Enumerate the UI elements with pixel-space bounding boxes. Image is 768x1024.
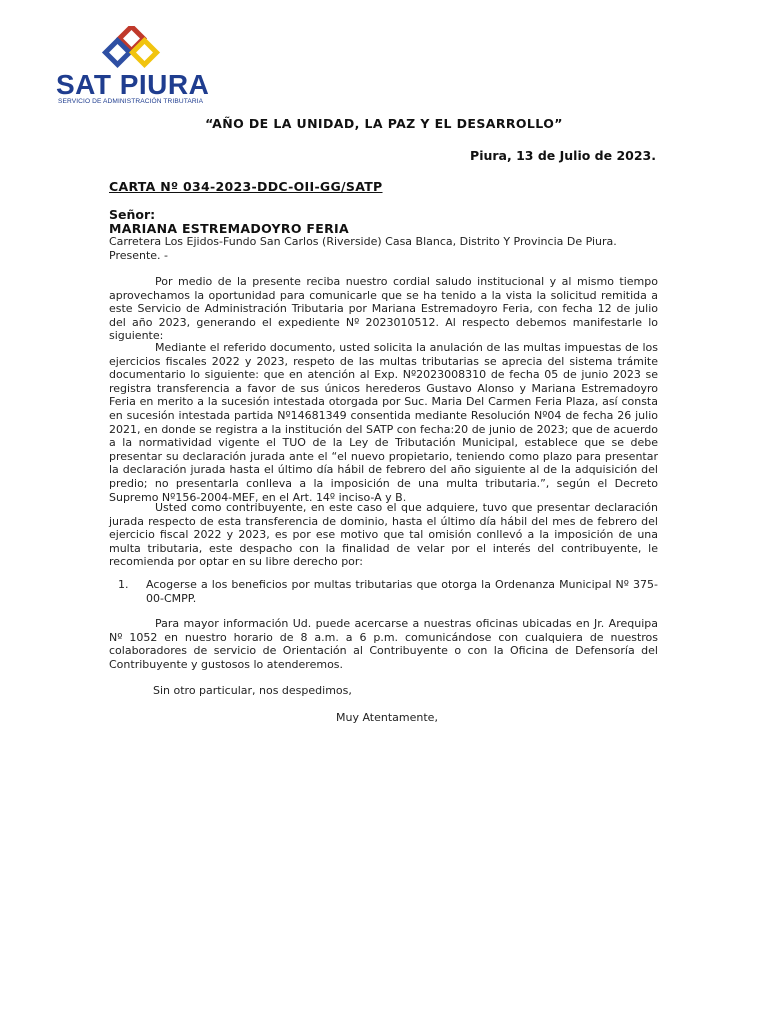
presente-line: Presente. -	[109, 249, 169, 262]
year-title: “AÑO DE LA UNIDAD, LA PAZ Y EL DESARROLLO”	[205, 116, 563, 131]
list-item: Acogerse a los beneficios por multas tributarias que otorga la Ordenanza Municipal Nº 375-00-CMPP.	[146, 578, 658, 605]
logo-subtitle: SERVICIO DE ADMINISTRACIÓN TRIBUTARIA	[58, 98, 204, 105]
letter-reference: CARTA Nº 034-2023-DDC-OII-GG/SATP	[109, 179, 383, 194]
recipient-address: Carretera Los Ejidos-Fundo San Carlos (Riverside) Casa Blanca, Distrito Y Provincia De Piura.	[109, 235, 617, 248]
paragraph-recommendation: Usted como contribuyente, en este caso el que adquiere, tuvo que presentar declaración jurada respecto de esta transferencia de dominio, hasta el último día hábil del mes de febrero del ejercicio fiscal 2022 y 2023, es por ese motivo que tal omisión conllevó a la imposición de una multa tributaria, este despacho con la finalidad de velar por el interés del contribuyente, le recomienda por optar en su libre derecho por:	[109, 501, 658, 569]
paragraph-contact: Para mayor información Ud. puede acercarse a nuestras oficinas ubicadas en Jr. Arequipa Nº 1052 en nuestro horario de 8 a.m. a 6 p.m. comunicándose con cualquiera de nuestros colaboradores de servicio de Orientación al Contribuyente o con la Oficina de Defensoría del Contribuyente y gustosos lo atenderemos.	[109, 617, 658, 671]
signoff-line: Muy Atentamente,	[336, 711, 438, 724]
date-line: Piura, 13 de Julio de 2023.	[470, 148, 656, 163]
paragraph-details: Mediante el referido documento, usted solicita la anulación de las multas impuestas de los ejercicios fiscales 2022 y 2023, respeto de las multas tributarias se aprecia del sistema trámite documentario lo siguiente: que en atención al Exp. Nº2023008310 de fecha 05 de junio 2023 se registra transferencia a favor de sus únicos herederos Gustavo Alonso y Mariana Estremadoyro Feria en merito a la sucesión intestada otorgada por Suc. Maria Del Carmen Feria Plaza, así consta en sucesión intestada partida Nº14681349 consentida mediante Resolución Nº04 de fecha 26 julio 2021, en donde se registra a la institución del SATP con fecha:20 de junio de 2023; que de acuerdo a la normatividad vigente el TUO de la Ley de Tributación Municipal, establece que se debe presentar su declaración jurada ante el “el nuevo propietario, teniendo como plazo para presentar la declaración jurada hasta el último día hábil de febrero del año siguiente al de la adquisición del predio; no presentarla conlleva a la imposición de una multa tributaria.”, según el Decreto Supremo Nº156-2004-MEF, en el Art. 14º inciso-A y B.	[109, 341, 658, 504]
logo-diamonds-icon	[96, 26, 176, 72]
salutation: Señor:	[109, 207, 156, 222]
recipient-name: MARIANA ESTREMADOYRO FERIA	[109, 221, 349, 236]
paragraph-intro: Por medio de la presente reciba nuestro cordial saludo institucional y al mismo tiempo aprovechamos la oportunidad para comunicarle que se ha tenido a la vista la solicitud remitida a este Servicio de Administración Tributaria por Mariana Estremadoyro Feria, con fecha 12 de julio del año 2023, generando el expediente Nº 2023010512. Al respecto debemos manifestarle lo siguiente:	[109, 275, 658, 343]
logo-text: SAT PIURA	[56, 69, 210, 100]
sat-piura-logo	[56, 26, 216, 110]
list-item-number: 1.	[118, 578, 129, 591]
closing-line: Sin otro particular, nos despedimos,	[153, 684, 352, 697]
